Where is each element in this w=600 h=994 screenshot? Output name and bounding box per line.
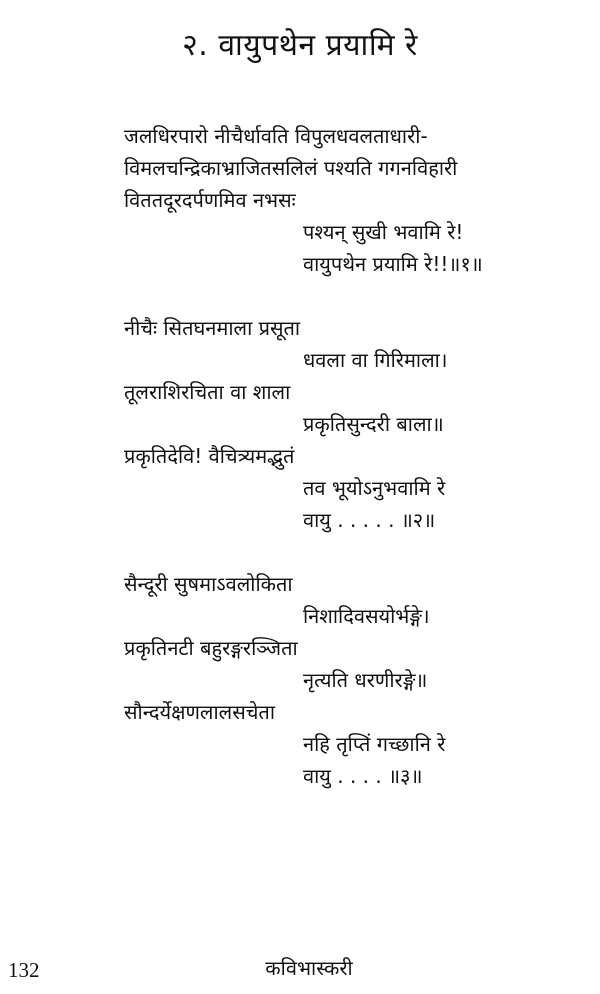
stanza-1-line-5: वायुपथेन प्रयामि रे!!॥१॥ [303,252,483,276]
stanza-3-line-5: सौन्दर्येक्षणलालसचेता [124,700,275,724]
stanza-2-line-2: धवला वा गिरिमाला। [303,348,448,372]
stanza-3-line-6: नहि तृप्तिं गच्छानि रे [303,732,446,756]
stanza-3-line-3: प्रकृतिनटी बहुरङ्गरञ्जिता [124,636,298,660]
stanza-1-line-2: विमलचन्द्रिकाभ्राजितसलिलं पश्यति गगनविहारी [124,156,458,180]
stanza-2-line-6: तव भूयोऽनुभवामि रे [303,476,446,500]
stanza-1-line-1: जलधिरपारो नीचैर्धावति विपुलधवलताधारी- [124,124,428,148]
stanza-3-line-1: सैन्दूरी सुषमाऽवलोकिता [124,572,293,596]
stanza-2-line-1: नीचैः सितघनमाला प्रसूता [124,316,301,340]
stanza-2-line-7: वायु . . . . . ॥२॥ [303,508,436,532]
running-footer: कविभास्करी [265,956,353,980]
poem-title: २. वायुपथेन प्रयामि रे [182,28,418,63]
stanza-3-line-4: नृत्यति धरणीरङ्गे॥ [303,668,428,692]
page-number: 132 [8,958,40,982]
stanza-1-line-3: विततदूरदर्पणमिव नभसः [124,188,296,212]
stanza-2-line-5: प्रकृतिदेवि! वैचित्र्यमद्भुतं [124,444,295,468]
stanza-3-line-7: वायु . . . . ॥३॥ [303,764,423,788]
stanza-2-line-4: प्रकृतिसुन्दरी बाला॥ [303,412,444,436]
stanza-3-line-2: निशादिवसयोर्भङ्गे। [303,604,430,628]
stanza-1-line-4: पश्यन् सुखी भवामि रे! [303,220,464,244]
stanza-2-line-3: तूलराशिरचिता वा शाला [124,380,291,404]
